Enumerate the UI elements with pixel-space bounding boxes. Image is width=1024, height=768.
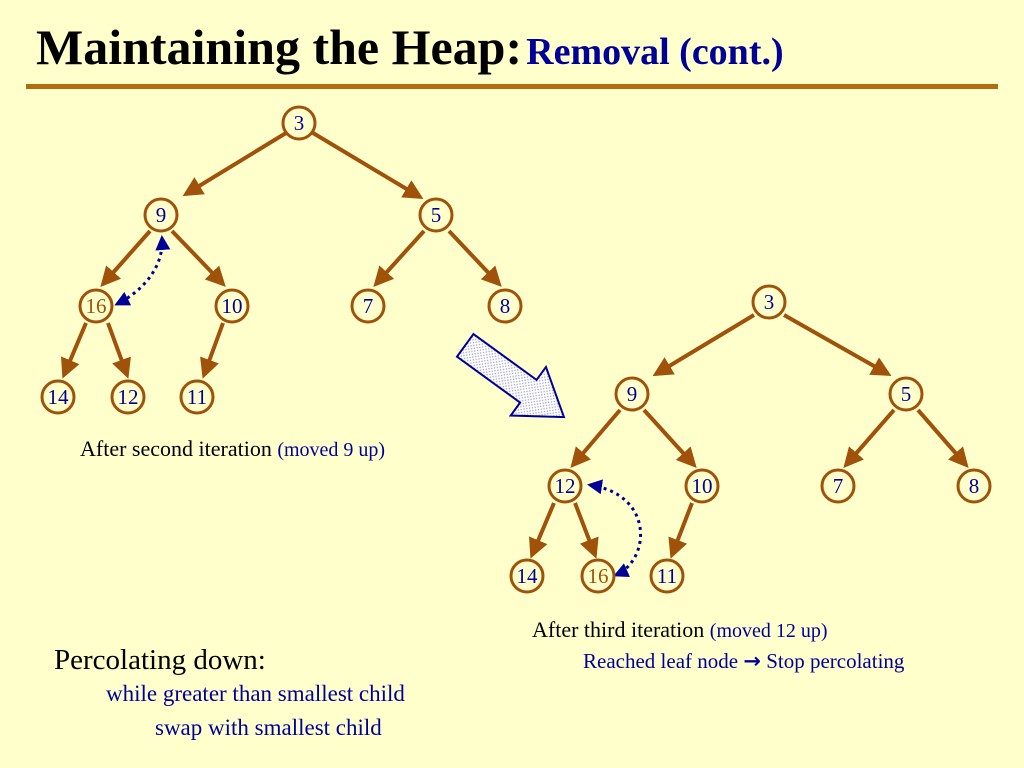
tree1-node xyxy=(42,381,74,413)
tree2-node-label: 5 xyxy=(900,382,912,406)
tree1-caption-note: (moved 9 up) xyxy=(277,439,386,461)
tree1-node xyxy=(216,290,248,322)
tree1-node xyxy=(489,290,521,322)
tree2-caption-text: After third iteration xyxy=(532,617,705,642)
title-sub: Removal (cont.) xyxy=(526,31,784,73)
tree1-swap-arrow xyxy=(117,238,162,304)
tree2-edge-9-12 xyxy=(573,410,620,465)
tree2-node xyxy=(822,470,854,502)
tree2-node xyxy=(511,560,543,592)
tree2-node-label: 11 xyxy=(656,564,678,588)
tree1-node-label: 3 xyxy=(293,111,305,135)
tree1-edge-9-16 xyxy=(103,231,150,284)
tree2-node xyxy=(890,378,922,410)
tree1-edge-16-12 xyxy=(108,323,127,375)
percolate-line2: swap with smallest child xyxy=(155,715,382,740)
tree1-edges xyxy=(64,133,499,375)
tree1-node xyxy=(112,381,144,413)
tree2-edge-5-7 xyxy=(846,410,894,465)
tree1-edge-9-10 xyxy=(172,231,223,284)
tree1-node-label: 10 xyxy=(221,294,243,318)
tree2-node-label: 7 xyxy=(832,474,844,498)
tree2-node-label: 3 xyxy=(763,290,775,314)
tree1-node-label: 9 xyxy=(155,203,167,227)
tree1-node xyxy=(283,107,315,139)
tree2-edge-12-14 xyxy=(532,503,554,555)
tree1-node-label: 8 xyxy=(499,294,511,318)
tree2-node xyxy=(549,470,581,502)
tree2-edge-12-16 xyxy=(575,503,595,555)
tree1-nodes xyxy=(42,107,521,413)
tree1-node-label: 11 xyxy=(186,385,208,409)
tree1-node-label: 5 xyxy=(430,203,442,227)
tree1-edge-5-8 xyxy=(449,231,499,284)
tree2-node xyxy=(686,470,718,502)
tree2-node-label: 16 xyxy=(587,564,609,588)
tree2-edge-3-5 xyxy=(784,315,888,374)
tree2-caption-note: (moved 12 up) xyxy=(709,620,828,642)
tree2-node-label: 9 xyxy=(626,382,638,406)
tree2-node-label: 14 xyxy=(516,564,538,588)
tree2-node xyxy=(753,286,785,318)
transition-arrow xyxy=(448,321,582,441)
tree1-caption-text: After second iteration xyxy=(80,436,272,461)
tree2-node xyxy=(616,378,648,410)
tree1-node-label: 12 xyxy=(117,385,139,409)
percolate-title: Percolating down: xyxy=(54,644,266,676)
title-main: Maintaining the Heap: xyxy=(36,19,523,75)
tree2-nodes xyxy=(511,286,990,592)
tree2-edges xyxy=(532,315,966,555)
tree1-edge-5-7 xyxy=(376,231,424,284)
tree1-node-label: 7 xyxy=(362,294,374,318)
leaf-note-b: Stop percolating xyxy=(766,649,905,673)
tree1-node xyxy=(420,199,452,231)
leaf-note xyxy=(583,649,904,674)
leaf-note-a: Reached leaf node xyxy=(583,649,739,673)
tree1-node-label: 16 xyxy=(85,294,107,318)
tree2-node xyxy=(958,470,990,502)
tree1-caption xyxy=(80,436,385,462)
tree2-edge-9-10 xyxy=(644,410,694,465)
tree1-edge-16-14 xyxy=(64,323,86,375)
tree2-edge-5-8 xyxy=(918,410,966,465)
arrow-right-icon: → xyxy=(743,649,761,673)
tree2-edge-10-11 xyxy=(672,503,692,555)
tree2-caption xyxy=(532,617,828,643)
tree1-edge-3-9 xyxy=(186,133,286,194)
tree1-node xyxy=(181,381,213,413)
tree2-node-label: 12 xyxy=(554,474,576,498)
tree1-edge-3-5 xyxy=(313,133,420,197)
tree1-node-label: 14 xyxy=(47,385,69,409)
tree1-edge-10-11 xyxy=(204,323,223,375)
tree1-node xyxy=(145,199,177,231)
tree1-node xyxy=(352,290,384,322)
tree2-node xyxy=(651,560,683,592)
percolate-line1: while greater than smallest child xyxy=(106,681,405,706)
tree2-node-label: 10 xyxy=(691,474,713,498)
tree1-node xyxy=(80,290,112,322)
tree2-edge-3-9 xyxy=(656,315,754,374)
tree2-node xyxy=(582,560,614,592)
tree2-node-label: 8 xyxy=(968,474,980,498)
